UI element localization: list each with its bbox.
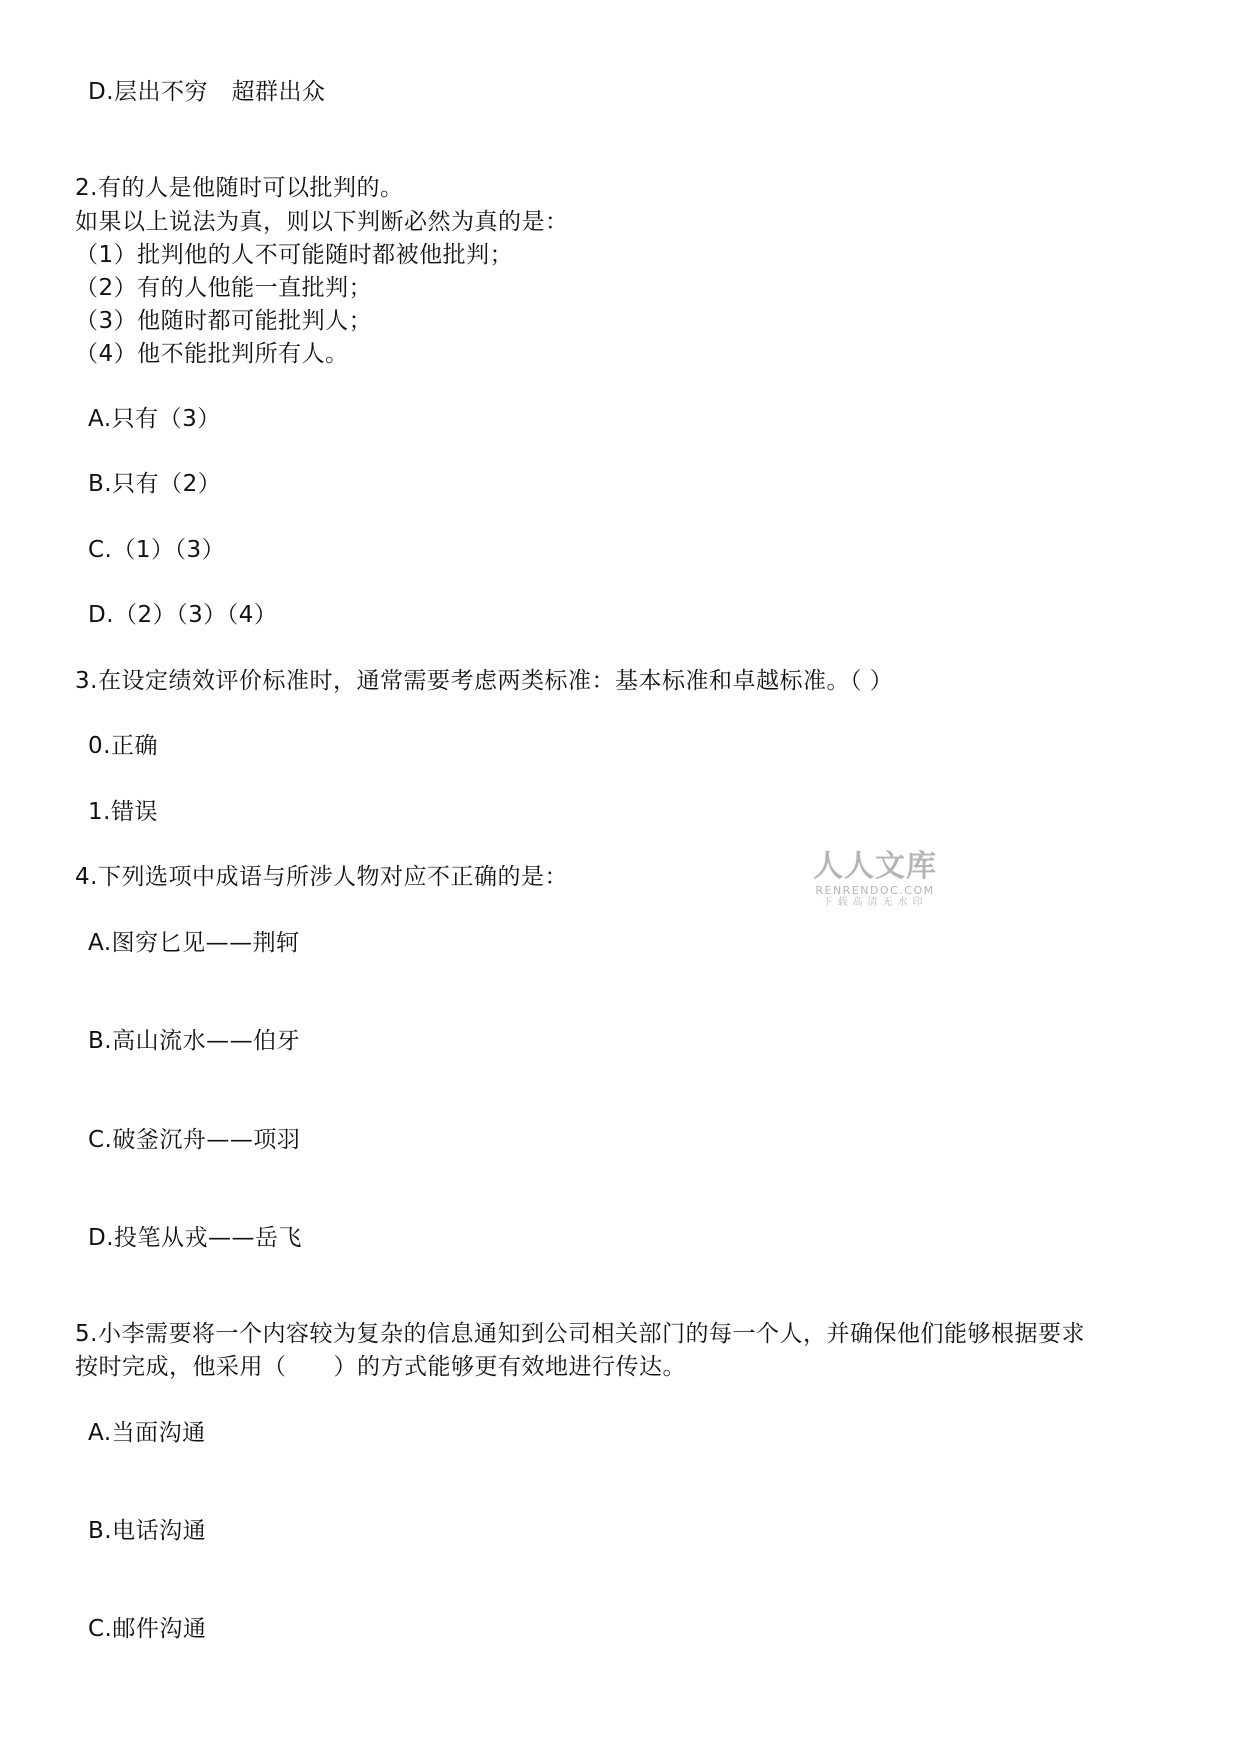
- q2-option-c: C.（1）（3）: [88, 537, 226, 563]
- watermark-name: 人人文库: [813, 849, 937, 884]
- q4-option-d: D.投笔从戎——岳飞: [88, 1225, 303, 1251]
- watermark-logo: [810, 850, 940, 909]
- q5-stem-line-1: 5.小李需要将一个内容较为复杂的信息通知到公司相关部门的每一个人，并确保他们能够根据要求: [75, 1321, 1085, 1347]
- q2-statement-4: （4）他不能批判所有人。: [75, 341, 349, 367]
- q4-stem: 4.下列选项中成语与所涉人物对应不正确的是：: [75, 864, 568, 890]
- q4-option-a: A.图穷匕见——荆轲: [88, 930, 300, 956]
- q5-option-c: C.邮件沟通: [88, 1616, 207, 1642]
- q2-stem: 2.有的人是他随时可以批判的。: [75, 175, 404, 201]
- q2-premise: 如果以上说法为真，则以下判断必然为真的是：: [75, 209, 569, 235]
- q4-option-c: C.破釜沉舟——项羽: [88, 1127, 301, 1153]
- q5-stem-line-2: 按时完成，他采用（ ）的方式能够更有效地进行传达。: [75, 1354, 686, 1380]
- q2-statement-2: （2）有的人他能一直批判；: [75, 275, 373, 301]
- q4-option-b: B.高山流水——伯牙: [88, 1028, 301, 1054]
- q2-option-a: A.只有（3）: [88, 406, 221, 432]
- q2-statement-3: （3）他随时都可能批判人；: [75, 308, 373, 334]
- q3-option-0: 0.正确: [88, 733, 158, 759]
- q3-stem: 3.在设定绩效评价标准时，通常需要考虑两类标准：基本标准和卓越标准。（ ）: [75, 668, 894, 694]
- watermark-url: RENRENDOC.COM: [815, 884, 935, 897]
- watermark-slogan: 下载高清无水印: [822, 897, 928, 908]
- q5-option-a: A.当面沟通: [88, 1420, 206, 1446]
- q5-option-b: B.电话沟通: [88, 1518, 207, 1544]
- q2-option-b: B.只有（2）: [88, 471, 222, 497]
- q1-option-d: D.层出不穷 超群出众: [88, 79, 326, 105]
- q2-option-d: D.（2）（3）（4）: [88, 602, 278, 628]
- q2-statement-1: （1）批判他的人不可能随时都被他批判；: [75, 242, 514, 268]
- q3-option-1: 1.错误: [88, 799, 158, 825]
